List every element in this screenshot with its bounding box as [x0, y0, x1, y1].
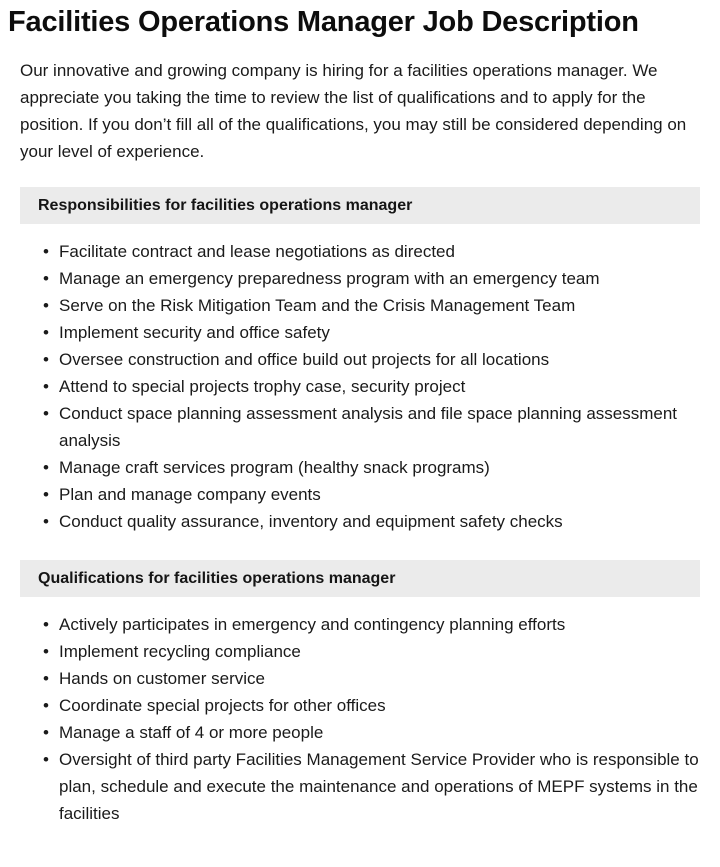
bullet-dot-icon: • [43, 723, 49, 742]
bullet-dot-icon: • [43, 296, 49, 315]
list-item-label: Attend to special projects trophy case, security project [59, 377, 466, 396]
bullet-dot-icon: • [43, 669, 49, 688]
list-item-label: Plan and manage company events [59, 485, 321, 504]
bullet-dot-icon: • [43, 485, 49, 504]
list-item-label: Implement security and office safety [59, 323, 330, 342]
list-item-label: Actively participates in emergency and contingency planning efforts [59, 615, 566, 634]
list-item [0, 481, 720, 508]
intro-paragraph: Our innovative and growing company is hiring for a facilities operations manager. We appreciate you taking the time to review the list of qualifications and to apply for the position. If you don’t fill all of the qualifications, you may still be considered depending on your level of experience. [20, 61, 687, 161]
bullet-dot-icon: • [43, 750, 49, 769]
bullet-dot-icon: • [43, 269, 49, 288]
list-item-label: Coordinate special projects for other offices [59, 696, 386, 715]
section-header-responsibilities [20, 187, 700, 224]
list-item-label: Manage an emergency preparedness program with an emergency team [59, 269, 600, 288]
section-heading-label: Responsibilities for facilities operations manager [38, 196, 413, 214]
list-item-label: Oversight of third party Facilities Management Service Provider who is responsible to plan, schedule and execute the maintenance and operations of MEPF systems in the facilities [59, 750, 699, 823]
bullet-dot-icon: • [43, 242, 49, 261]
list-item [0, 746, 720, 827]
bullet-dot-icon: • [43, 696, 49, 715]
list-item [0, 665, 720, 692]
list-item [0, 265, 720, 292]
list-item-label: Conduct quality assurance, inventory and equipment safety checks [59, 512, 563, 531]
list-item [0, 238, 720, 265]
list-item [0, 692, 720, 719]
bullet-dot-icon: • [43, 323, 49, 342]
bullet-dot-icon: • [43, 642, 49, 661]
list-item [0, 373, 720, 400]
bullet-dot-icon: • [43, 512, 49, 531]
list-item-label: Oversee construction and office build out projects for all locations [59, 350, 550, 369]
bullet-dot-icon: • [43, 404, 49, 423]
list-item [0, 400, 720, 454]
list-item [0, 638, 720, 665]
list-item [0, 454, 720, 481]
section-qualifications [0, 560, 720, 827]
list-item-label: Hands on customer service [59, 669, 265, 688]
section-header-qualifications [20, 560, 700, 597]
list-item-label: Conduct space planning assessment analysis and file space planning assessment analysis [59, 404, 678, 450]
list-item-label: Manage craft services program (healthy snack programs) [59, 458, 490, 477]
list-item [0, 292, 720, 319]
list-item-label: Implement recycling compliance [59, 642, 301, 661]
bullet-dot-icon: • [43, 377, 49, 396]
list-item [0, 346, 720, 373]
list-item [0, 508, 720, 535]
section-responsibilities [0, 187, 720, 535]
responsibilities-list [0, 238, 720, 535]
page-title: Facilities Operations Manager Job Description [8, 6, 639, 38]
bullet-dot-icon: • [43, 615, 49, 634]
list-item-label: Facilitate contract and lease negotiations as directed [59, 242, 455, 261]
qualifications-list [0, 611, 720, 827]
list-item-label: Serve on the Risk Mitigation Team and the Crisis Management Team [59, 296, 576, 315]
list-item [0, 719, 720, 746]
bullet-dot-icon: • [43, 458, 49, 477]
list-item [0, 611, 720, 638]
list-item [0, 319, 720, 346]
bullet-dot-icon: • [43, 350, 49, 369]
section-heading-label: Qualifications for facilities operations manager [38, 569, 396, 587]
list-item-label: Manage a staff of 4 or more people [59, 723, 324, 742]
